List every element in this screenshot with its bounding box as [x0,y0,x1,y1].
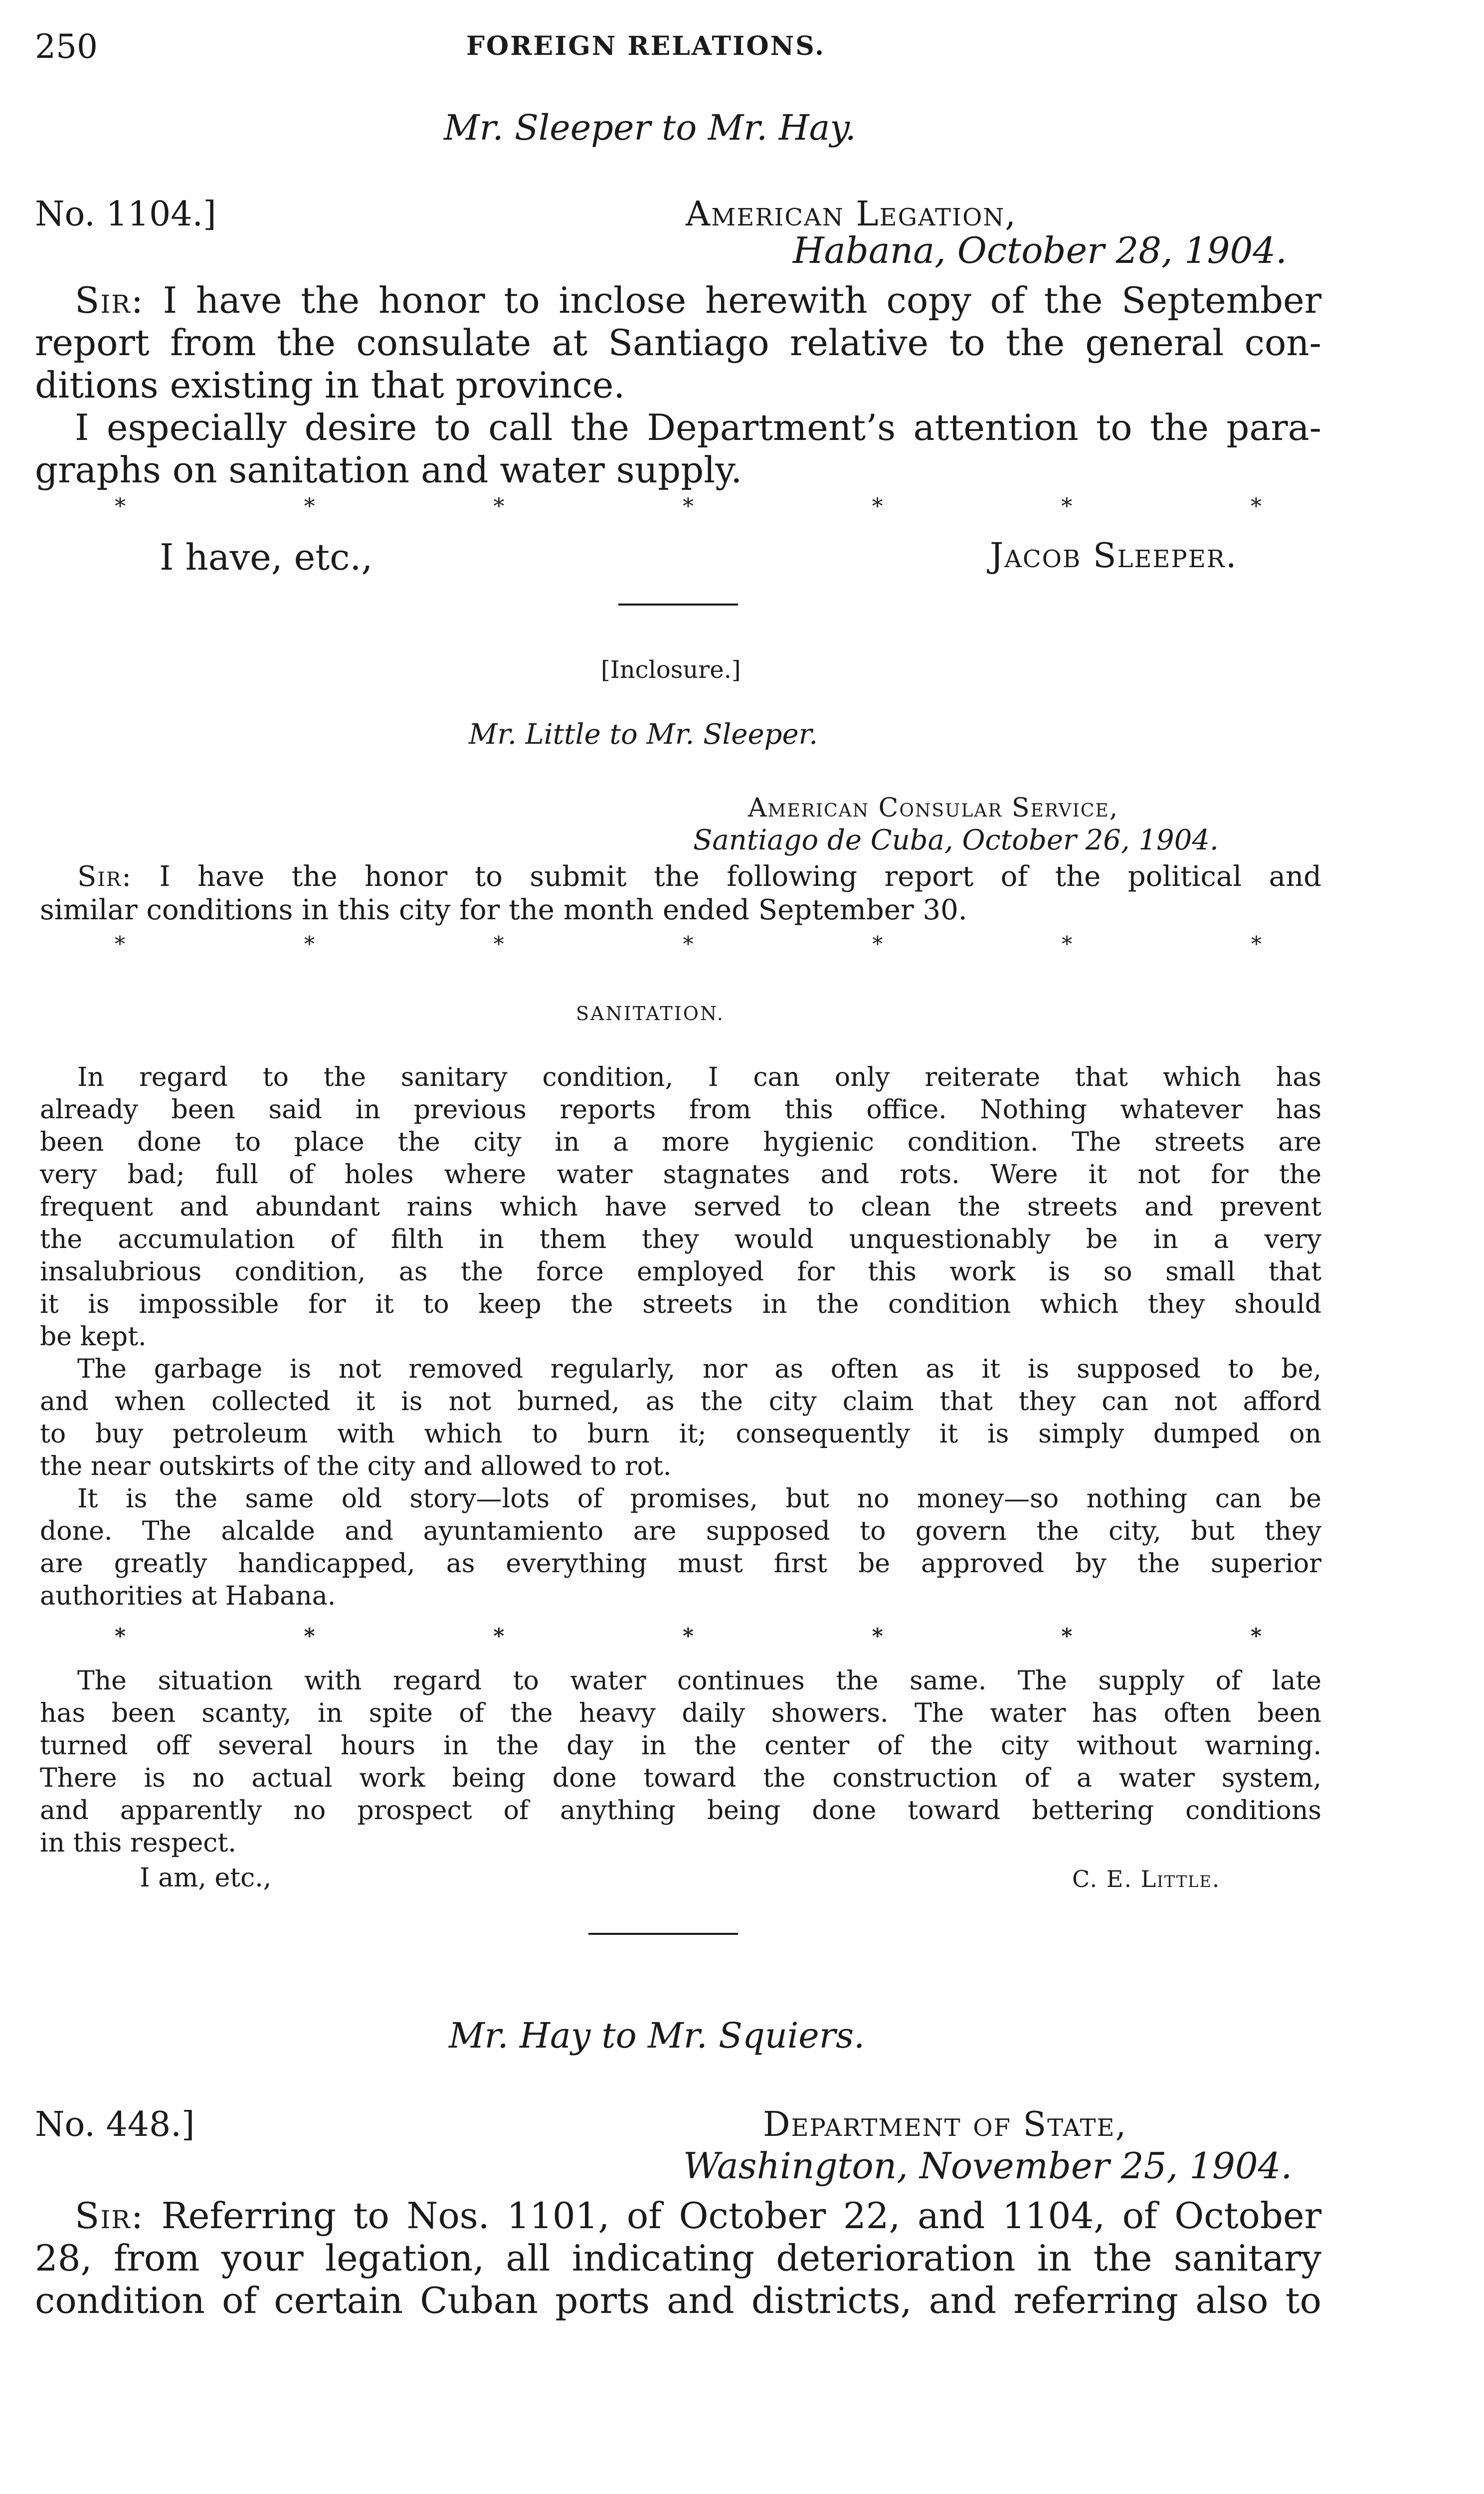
letter1-body-line: report from the consulate at Santiago relative to the general con- [35,322,1321,364]
section-title-sanitation: SANITATION. [576,1003,725,1025]
inclosure-place-date: Santiago de Cuba, October 26, 1904. [693,824,1219,856]
para3-line: are greatly handicapped, as everything must first be approved by the superior [40,1549,1321,1579]
letter2-number: No. 448.] [35,2105,195,2144]
letter1-place-date: Habana, October 28, 1904. [793,229,1287,271]
para4-line: has been scanty, in spite of the heavy daily showers. The water has often been [40,1698,1321,1728]
para1-line: very bad; full of holes where water stagnates and rots. Were it not for the [40,1160,1321,1190]
inclosure-office: American Consular Service, [748,793,1119,823]
letter2-office: Department of State, [763,2105,1127,2144]
para3-line: authorities at Habana. [40,1581,336,1611]
letter1-heading: Mr. Sleeper to Mr. Hay. [444,107,856,148]
para2-line: the near outskirts of the city and allowed to rot. [40,1452,672,1481]
star: * [493,932,504,956]
star: * [304,494,315,519]
star: * [872,494,883,519]
star: * [493,494,505,519]
star: * [683,1624,694,1648]
star: * [1062,932,1073,956]
letter2-body-line: Referring to Nos. 1101, of October 22, and 1104, of October [161,2195,1321,2237]
star: * [304,1624,315,1648]
letter1-office: American Legation, [686,195,1017,234]
inclosure-intro-line: similar conditions in this city for the month ended September 30. [40,894,967,926]
letter2-line-1 [75,2195,1321,2237]
letter1-body-line: graphs on sanitation and water supply. [35,449,742,491]
para3-line: It is the same old story—lots of promises, but no money—so nothing can be [77,1484,1321,1514]
letter1-salutation: Sir: [75,279,144,321]
letter1-body-line: ditions existing in that province. [35,364,625,406]
para1-line: insalubrious condition, as the force employed for this work is so small that [40,1257,1321,1287]
letter2-heading: Mr. Hay to Mr. Squiers. [449,2015,865,2056]
star: * [683,932,694,956]
inclosure-salutation: Sir: [77,860,133,893]
running-title: FOREIGN RELATIONS. [466,31,825,61]
star: * [682,494,694,519]
para1-line: frequent and abundant rains which have served to clean the streets and prevent [40,1192,1321,1222]
para3-ellipsis-stars [115,1624,1262,1648]
inclosure-ellipsis-stars [115,932,1262,956]
star: * [304,932,315,956]
section-divider [618,604,738,606]
star: * [1250,494,1262,519]
para1-line: be kept. [40,1322,147,1352]
para4-line: There is no actual work being done toward the construction of a water system, [40,1763,1321,1793]
letter1-ellipsis-stars [115,494,1262,519]
para2-line: and when collected it is not burned, as the city claim that they can not afford [40,1387,1321,1417]
star: * [1061,494,1073,519]
inclosure-closing: I am, etc., [140,1863,272,1893]
para1-line: already been said in previous reports from this office. Nothing whatever has [40,1095,1321,1125]
star: * [872,932,883,956]
star: * [1061,1624,1073,1648]
para2-line: The garbage is not removed regularly, nor as often as it is supposed to be, [77,1354,1321,1384]
star: * [115,1624,126,1648]
page-number: 250 [35,27,98,66]
letter1-number: No. 1104.] [35,195,216,234]
letter1-line-1 [75,279,1321,321]
para1-line: In regard to the sanitary condition, I can only reiterate that which has [77,1062,1321,1092]
star: * [1251,932,1262,956]
inclosure-intro-line [77,860,1321,893]
star: * [1251,1624,1262,1648]
para1-line: it is impossible for it to keep the streets in the condition which they should [40,1289,1321,1319]
para4-line: The situation with regard to water continues the same. The supply of late [77,1666,1321,1696]
para1-line: the accumulation of filth in them they would unquestionably be in a very [40,1225,1321,1254]
letter1-closing: I have, etc., [160,536,373,578]
letter2-body-line: condition of certain Cuban ports and districts, and referring also to [35,2280,1321,2321]
para4-line: in this respect. [40,1828,236,1858]
para3-line: done. The alcalde and ayuntamiento are supposed to govern the city, but they [40,1516,1321,1546]
letter1-body-line: I have the honor to inclose herewith copy of the September [163,279,1321,321]
inclosure-heading: Mr. Little to Mr. Sleeper. [469,718,818,751]
star: * [115,494,126,519]
para2-line: to buy petroleum with which to burn it; consequently it is simply dumped on [40,1419,1321,1449]
letter2-body-line: 28, from your legation, all indicating deterioration in the sanitary [35,2237,1321,2279]
letter1-signature: Jacob Sleeper. [990,536,1238,576]
inclosure-label: [Inclosure.] [601,656,741,684]
inclosure-intro-text: I have the honor to submit the following report of the political and [159,860,1321,893]
para4-line: and apparently no prospect of anything being done toward bettering conditions [40,1796,1321,1826]
star: * [872,1624,883,1648]
letter1-body-line: I especially desire to call the Department’s attention to the para- [75,407,1321,448]
section-divider [588,1933,738,1935]
star: * [115,932,125,956]
letter2-salutation: Sir: [75,2195,144,2237]
letter2-place-date: Washington, November 25, 1904. [683,2145,1293,2187]
inclosure-signature: C. E. Little. [1072,1866,1221,1892]
para1-line: been done to place the city in a more hygienic condition. The streets are [40,1127,1321,1157]
para4-line: turned off several hours in the day in the center of the city without warning. [40,1731,1321,1761]
star: * [493,1624,505,1648]
